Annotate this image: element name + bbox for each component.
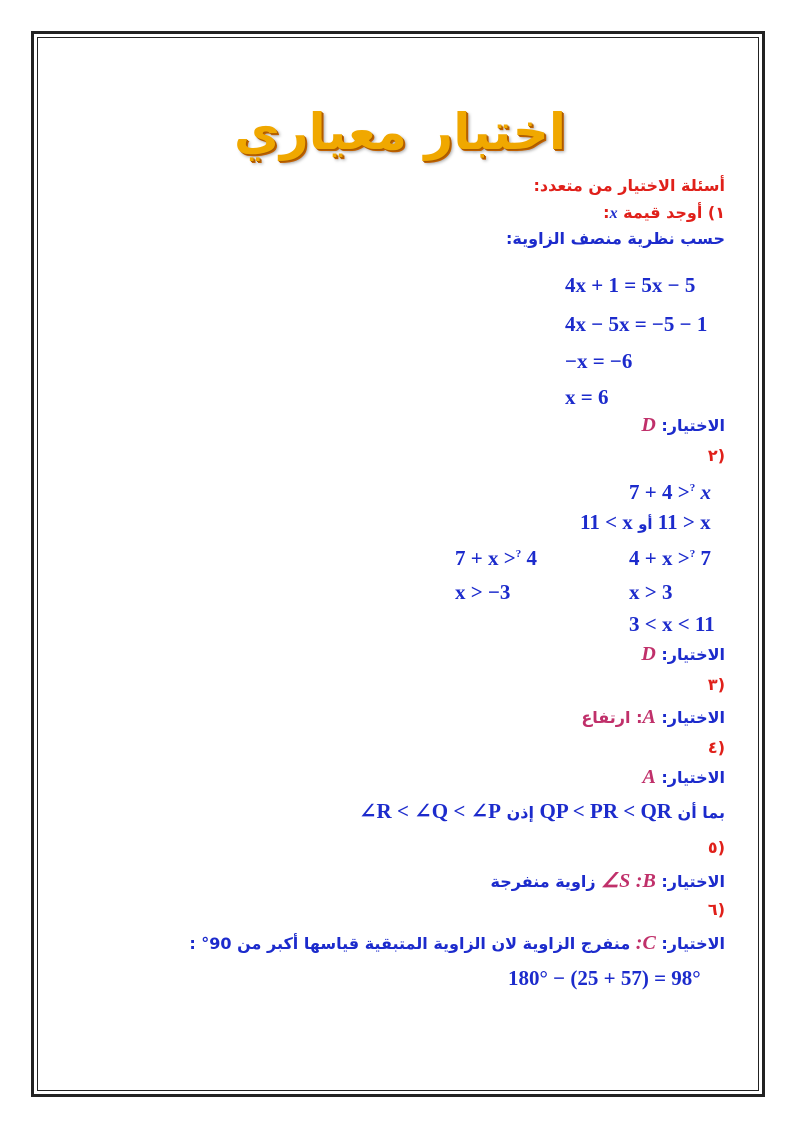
q1-heading-text: ١) أوجد قيمة xyxy=(623,203,725,222)
q1-heading xyxy=(603,203,725,223)
q2-step-2-or: أو xyxy=(638,515,653,533)
q2-left-1 xyxy=(455,546,537,571)
q5-choice xyxy=(491,868,725,893)
q2-left-1-question: ? xyxy=(515,548,522,560)
q2-choice-label: الاختيار: xyxy=(661,645,725,664)
q1-choice-label: الاختيار: xyxy=(661,416,725,435)
q2-step-2-left: 11 < x xyxy=(580,510,633,534)
q3-choice-label: الاختيار: xyxy=(661,708,725,727)
q2-number: ٢) xyxy=(707,446,725,465)
q2-step-2-right: 11 > x xyxy=(657,510,711,534)
q5-choice-value: B: xyxy=(635,870,656,892)
q6-choice xyxy=(189,932,725,955)
q1-colon: : xyxy=(603,203,610,222)
q2-left-1-text: 7 + x > xyxy=(455,546,516,570)
q5-angle: ∠S xyxy=(601,870,631,892)
q6-calculation: 180° − (25 + 57) = 98° xyxy=(508,966,701,990)
q4-then: إذن xyxy=(506,803,534,822)
q1-step-3: −x = −6 xyxy=(565,349,633,373)
q2-step-1 xyxy=(629,480,711,505)
q2-right-1 xyxy=(629,546,711,571)
q2-step-2 xyxy=(580,510,711,535)
q2-left-1-value: 4 xyxy=(526,546,537,570)
q1-choice-value: D xyxy=(641,414,656,436)
q2-step-1-var: x xyxy=(700,480,711,504)
q2-choice xyxy=(641,643,725,666)
page-title: اختبار معياري xyxy=(234,103,566,161)
q1-step-4: x = 6 xyxy=(565,385,609,409)
q6-reason: منفرج الزاوية لان الزاوية المتبقية قياسها أكبر من 90° : xyxy=(189,934,631,953)
q1-choice xyxy=(641,414,725,437)
q6-choice-label: الاختيار: xyxy=(661,934,725,953)
q1-variable: x xyxy=(609,205,618,222)
q2-choice-value: D xyxy=(641,643,656,665)
q4-reasoning xyxy=(359,798,725,824)
q1-step-1: 4x + 1 = 5x − 5 xyxy=(565,273,696,297)
q5-choice-label: الاختيار: xyxy=(661,872,725,891)
q4-angle-inequality: ∠R < ∠Q < ∠P xyxy=(358,799,502,823)
q3-choice xyxy=(581,706,725,729)
q2-right-1-text: 4 + x > xyxy=(629,546,690,570)
q4-number: ٤) xyxy=(707,738,725,757)
q4-choice xyxy=(642,766,725,789)
q6-choice-value: C: xyxy=(635,932,656,954)
q2-step-1-text: 7 + 4 > xyxy=(629,480,690,504)
q4-choice-label: الاختيار: xyxy=(661,768,725,787)
q2-right-1-value: 7 xyxy=(700,546,711,570)
q3-choice-value: A xyxy=(642,706,656,728)
q1-step-2: 4x − 5x = −5 − 1 xyxy=(565,312,708,336)
q3-answer: : ارتفاع xyxy=(581,708,643,727)
q4-choice-value: A xyxy=(642,766,656,788)
q5-answer: زاوية منفرجة xyxy=(490,872,596,891)
q2-right-1-question: ? xyxy=(689,548,696,560)
q2-right-2: x > 3 xyxy=(629,580,673,604)
q2-step-1-question: ? xyxy=(689,482,696,494)
q2-final: 3 < x < 11 xyxy=(629,612,715,636)
q5-number: ٥) xyxy=(707,838,725,857)
q6-number: ٦) xyxy=(707,900,725,919)
section-heading: أسئلة الاختيار من متعدد: xyxy=(533,176,725,195)
q2-left-2: x > −3 xyxy=(455,580,511,604)
q3-number: ٣) xyxy=(707,675,725,694)
q1-reason: حسب نظرية منصف الزاوية: xyxy=(506,229,725,248)
q4-side-inequality: QP < PR < QR xyxy=(539,799,672,823)
q4-since: بما أن xyxy=(677,803,725,822)
